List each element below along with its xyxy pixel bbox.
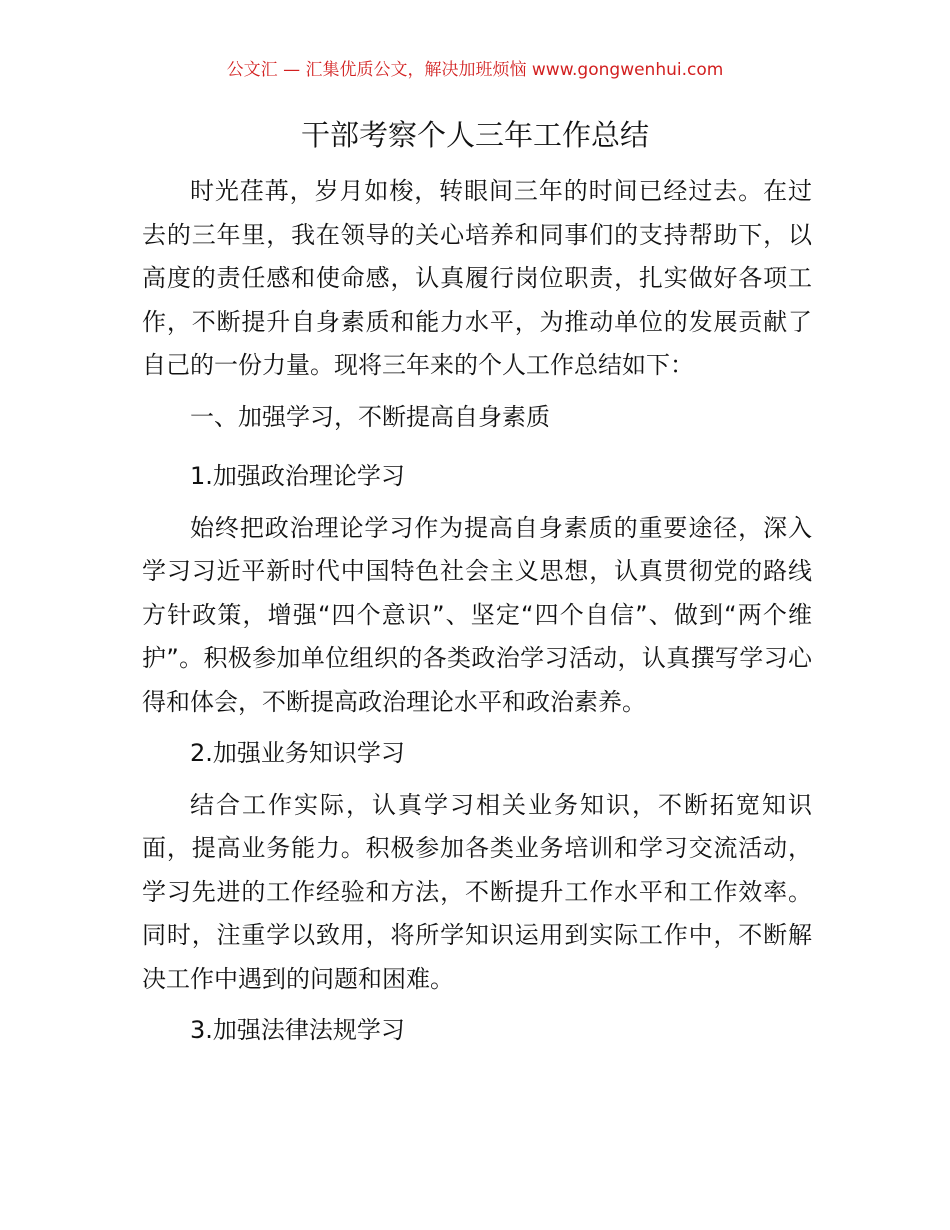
document-body [142,170,812,1061]
intro-paragraph: 时光荏苒，岁月如梭，转眼间三年的时间已经过去。在过去的三年里，我在领导的关心培养和同事们的支持帮助下，以高度的责任感和使命感，认真履行岗位职责，扎实做好各项工作，不断提升自身素质和能力水平，为推动单位的发展贡献了自己的一份力量。现将三年来的个人工作总结如下： [142,177,812,379]
document-title: 干部考察个人三年工作总结 [300,118,649,152]
subsection-1-heading: 1.加强政治理论学习 [190,462,405,490]
subsection-1-paragraph: 始终把政治理论学习作为提高自身素质的重要途径，深入学习习近平新时代中国特色社会主义思想，认真贯彻党的路线方针政策，增强“四个意识”、坚定“四个自信”、做到“两个维护”。积极参加单位组织的各类政治学习活动，认真撰写学习心得和体会，不断提高政治理论水平和政治素养。 [142,513,812,716]
subsection-2-paragraph: 结合工作实际，认真学习相关业务知识，不断拓宽知识面，提高业务能力。积极参加各类业务培训和学习交流活动，学习先进的工作经验和方法，不断提升工作水平和工作效率。同时，注重学以致用，将所学知识运用到实际工作中，不断解决工作中遇到的问题和困难。 [142,790,812,993]
subsection-2-heading: 2.加强业务知识学习 [190,739,405,767]
section-1-heading: 一、加强学习，不断提高自身素质 [190,402,550,431]
watermark-header: 公文汇 — 汇集优质公文，解决加班烦恼 www.gongwenhui.com [226,60,724,80]
subsection-3-heading: 3.加强法律法规学习 [190,1016,405,1044]
